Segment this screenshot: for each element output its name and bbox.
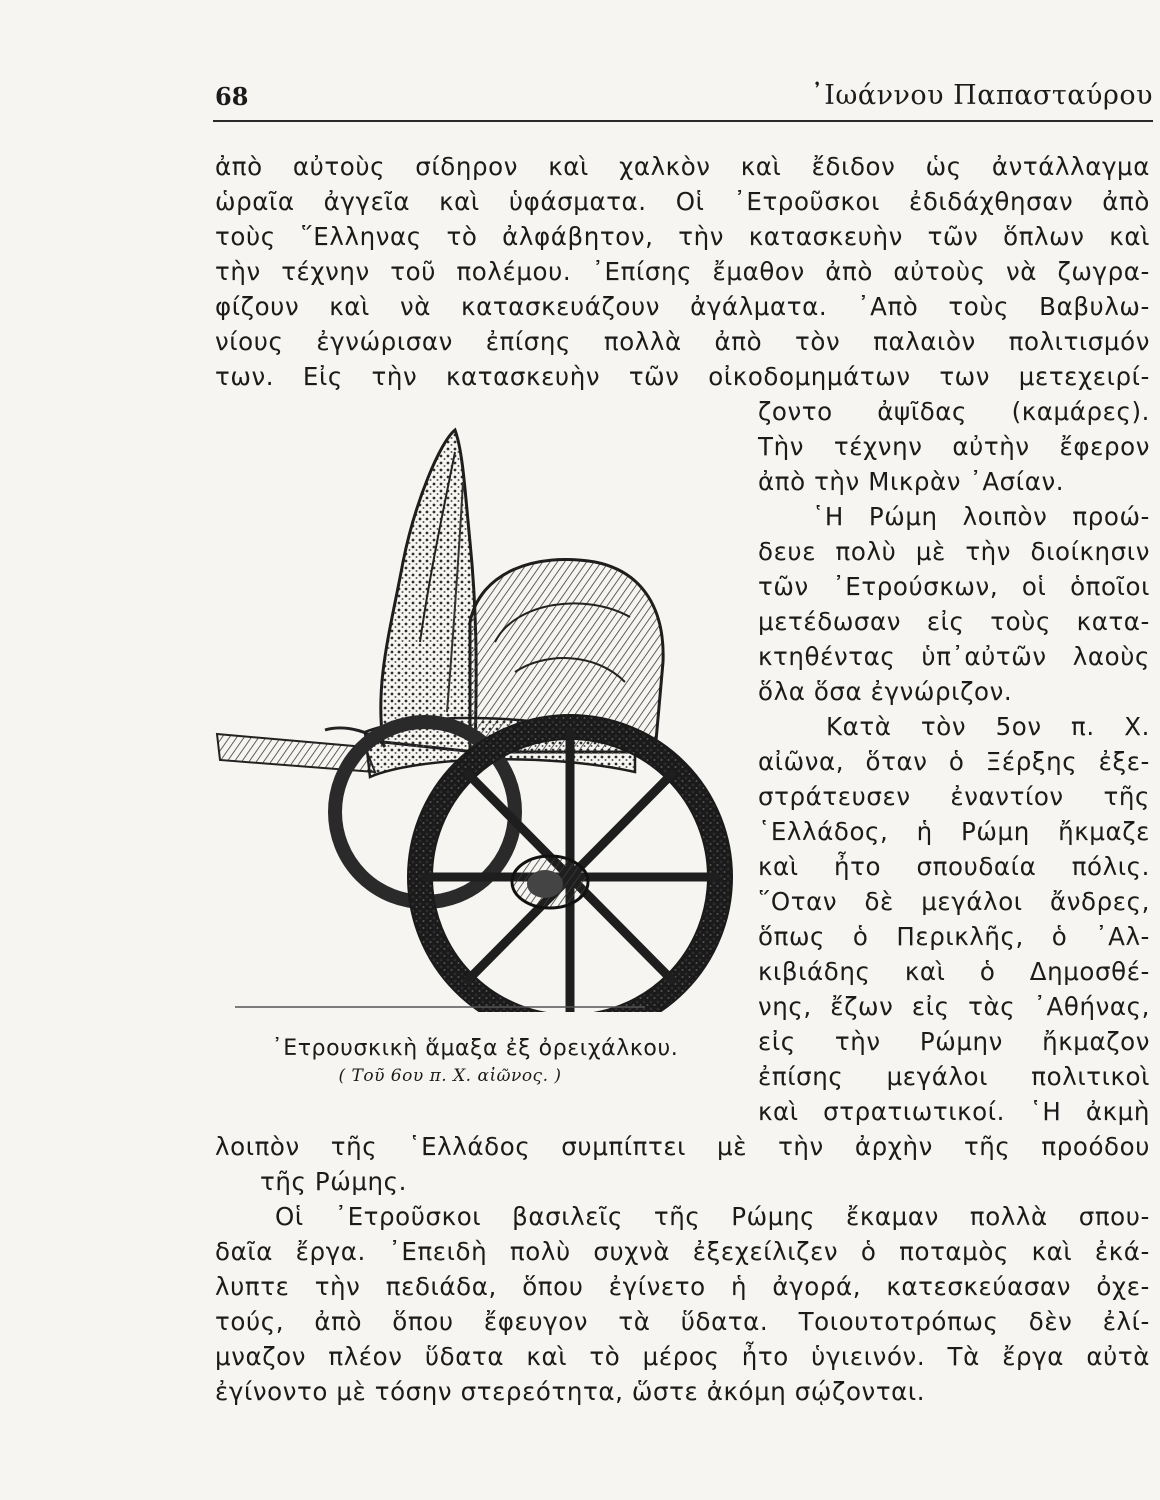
body-line: αἰῶνα, ὅταν ὁ Ξέρξης ἐξε- (758, 747, 1150, 776)
body-line: καὶ στρατιωτικοί. ῾Η ἀκμὴ (758, 1097, 1150, 1126)
body-line: ἀπὸ τὴν Μικρὰν ᾿Ασίαν. (758, 467, 1065, 496)
body-line: Κατὰ τὸν 5ον π. Χ. (826, 712, 1150, 741)
body-line: δευε πολὺ μὲ τὴν διοίκησιν (758, 537, 1150, 566)
figure-caption: ᾿Ετρουσκικὴ ἅμαξα ἐξ ὀρειχάλκου. (271, 1036, 679, 1061)
body-line: των. Εἰς τὴν κατασκευὴν τῶν οἰκοδομημάτων των μετεχειρί- (215, 362, 1150, 391)
body-line: ὅπως ὁ Περικλῆς, ὁ ᾿Αλ- (758, 922, 1150, 951)
body-line: ἐπίσης μεγάλοι πολιτικοὶ (758, 1062, 1150, 1091)
body-line: λυπτε τὴν πεδιάδα, ὅπου ἐγίνετο ἡ ἀγορά, κατεσκεύασαν ὀχε- (215, 1272, 1150, 1301)
body-line: καὶ ἦτο σπουδαία πόλις. (758, 852, 1150, 881)
body-line: Οἱ ᾿Ετροῦσκοι βασιλεῖς τῆς Ρώμης ἔκαμαν πολλὰ σπου- (275, 1202, 1150, 1231)
body-line: δαῖα ἔργα. ᾿Επειδὴ πολὺ συχνὰ ἐξεχείλιζεν ὁ ποταμὸς καὶ ἐκά- (215, 1237, 1150, 1266)
body-line: ῞Οταν δὲ μεγάλοι ἄνδρες, (758, 887, 1150, 916)
body-line: μετέδωσαν εἰς τοὺς κατα- (758, 607, 1150, 636)
body-line: νης, ἔζων εἰς τὰς ᾿Αθήνας, (758, 992, 1150, 1021)
body-line: τὴν τέχνην τοῦ πολέμου. ᾿Επίσης ἔμαθον ἀπὸ αὐτοὺς νὰ ζωγρα- (215, 257, 1150, 286)
body-line: ῾Ελλάδος, ἡ Ρώμη ἤκμαζε (758, 817, 1150, 846)
body-line: ἐγίνοντο μὲ τόσην στερεότητα, ὥστε ἀκόμη σῴζονται. (215, 1377, 926, 1406)
body-line: ζοντο ἀψῖδας (καμάρες). (758, 397, 1150, 426)
body-line: Τὴν τέχνην αὐτὴν ἔφερον (758, 432, 1150, 461)
body-line: ῾Η Ρώμη λοιπὸν προώ- (812, 502, 1150, 531)
body-line: τούς, ἀπὸ ὅπου ἔφευγον τὰ ὕδατα. Τοιουτοτρόπως δὲν ἐλί- (215, 1307, 1150, 1336)
body-line: στράτευσεν ἐναντίον τῆς (758, 782, 1150, 811)
body-line: ἀπὸ αὐτοὺς σίδηρον καὶ χαλκὸν καὶ ἔδιδον ὡς ἀντάλλαγμα (215, 152, 1150, 181)
figure-caption-date: ( Τοῦ 6ου π. Χ. αἰῶνος. ) (338, 1066, 562, 1086)
body-line: ὡραῖα ἀγγεῖα καὶ ὑφάσματα. Οἱ ᾿Ετροῦσκοι ἐδιδάχθησαν ἀπὸ (215, 187, 1150, 216)
body-line: φίζουν καὶ νὰ κατασκευάζουν ἀγάλματα. ᾿Απὸ τοὺς Βαβυλω- (215, 292, 1150, 321)
page-header (213, 78, 1153, 122)
etruscan-chariot-illustration (215, 412, 740, 1012)
body-line: εἰς τὴν Ρώμην ἤκμαζον (758, 1027, 1150, 1056)
page-number: 68 (215, 82, 249, 111)
body-line: κτηθέντας ὑπ᾿αὐτῶν λαοὺς (758, 642, 1150, 671)
body-line: λοιπὸν τῆς ῾Ελλάδος συμπίπτει μὲ τὴν ἀρχὴν τῆς προόδου (215, 1132, 1150, 1161)
running-title: ᾿Ιωάννου Παπασταύρου (810, 80, 1153, 111)
body-line: κιβιάδης καὶ ὁ Δημοσθέ- (758, 957, 1150, 986)
body-line: τοὺς ῞Ελληνας τὸ ἀλφάβητον, τὴν κατασκευὴν τῶν ὅπλων καὶ (215, 222, 1150, 251)
body-line: τῆς Ρώμης. (260, 1167, 408, 1196)
body-line: μναζον πλέον ὕδατα καὶ τὸ μέρος ἦτο ὑγιεινόν. Τὰ ἔργα αὐτὰ (215, 1342, 1150, 1371)
body-line: τῶν ᾿Ετρούσκων, οἱ ὁποῖοι (758, 572, 1150, 601)
body-line: ὅλα ὅσα ἐγνώριζον. (758, 677, 1013, 706)
body-line: νίους ἐγνώρισαν ἐπίσης πολλὰ ἀπὸ τὸν παλαιὸν πολιτισμόν (215, 327, 1150, 356)
